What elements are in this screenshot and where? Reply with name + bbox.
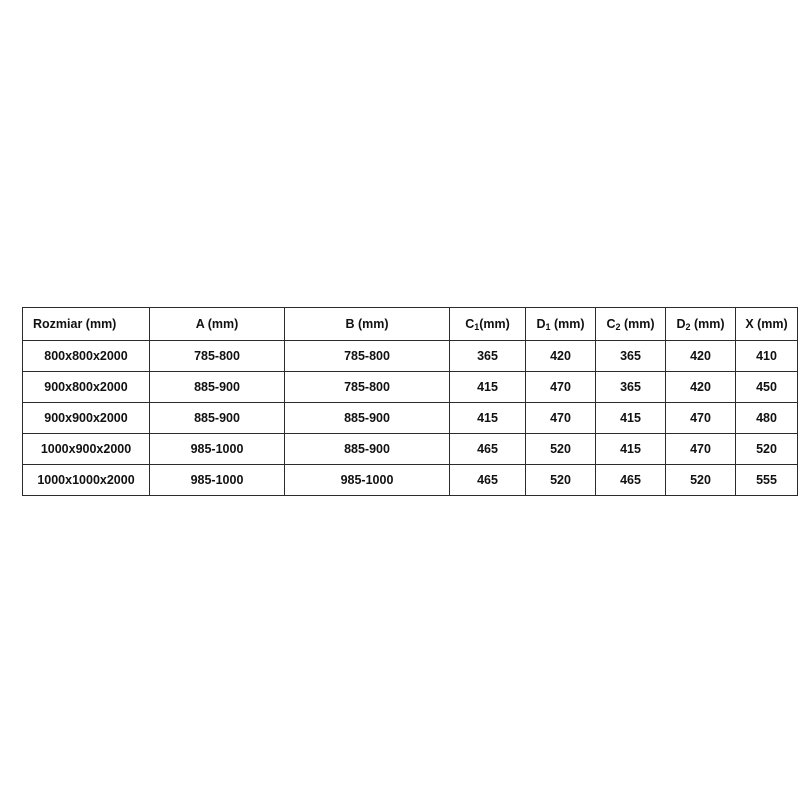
cell-d1: 520 <box>526 434 596 465</box>
cell-d2: 470 <box>666 434 736 465</box>
table-row <box>23 372 798 403</box>
cell-size: 900x800x2000 <box>23 372 150 403</box>
column-header-c1-unit: (mm) <box>479 317 510 331</box>
cell-c2: 415 <box>596 403 666 434</box>
cell-d1: 470 <box>526 372 596 403</box>
column-header-c2-unit: (mm) <box>620 317 655 331</box>
column-header-x: X (mm) <box>736 308 798 341</box>
table-body <box>23 341 798 496</box>
cell-c2: 365 <box>596 372 666 403</box>
column-header-d2-main: D <box>676 317 686 331</box>
table-row <box>23 465 798 496</box>
cell-size: 1000x1000x2000 <box>23 465 150 496</box>
table-row <box>23 403 798 434</box>
cell-x: 480 <box>736 403 798 434</box>
cell-size: 900x900x2000 <box>23 403 150 434</box>
column-header-size: Rozmiar (mm) <box>23 308 150 341</box>
cell-c1: 415 <box>450 403 526 434</box>
cell-b: 985-1000 <box>285 465 450 496</box>
cell-a: 885-900 <box>150 372 285 403</box>
column-header-d2 <box>666 308 736 341</box>
cell-a: 885-900 <box>150 403 285 434</box>
cell-a: 985-1000 <box>150 434 285 465</box>
column-header-d1-unit: (mm) <box>550 317 585 331</box>
cell-x: 520 <box>736 434 798 465</box>
cell-a: 985-1000 <box>150 465 285 496</box>
column-header-d1-main: D <box>536 317 546 331</box>
cell-b: 885-900 <box>285 403 450 434</box>
column-header-d1-subscript: 1 <box>545 322 551 332</box>
specification-table-container <box>22 307 788 496</box>
cell-c1: 465 <box>450 434 526 465</box>
cell-d1: 420 <box>526 341 596 372</box>
column-header-d1 <box>526 308 596 341</box>
column-header-b: B (mm) <box>285 308 450 341</box>
specification-table <box>22 307 798 496</box>
cell-d2: 520 <box>666 465 736 496</box>
column-header-d2-subscript: 2 <box>685 322 691 332</box>
column-header-a: A (mm) <box>150 308 285 341</box>
cell-x: 555 <box>736 465 798 496</box>
column-header-d2-unit: (mm) <box>690 317 725 331</box>
cell-c1: 365 <box>450 341 526 372</box>
cell-c1: 465 <box>450 465 526 496</box>
table-row <box>23 341 798 372</box>
cell-d1: 520 <box>526 465 596 496</box>
cell-d2: 420 <box>666 341 736 372</box>
column-header-c2 <box>596 308 666 341</box>
cell-d1: 470 <box>526 403 596 434</box>
cell-x: 410 <box>736 341 798 372</box>
cell-b: 785-800 <box>285 372 450 403</box>
cell-b: 885-900 <box>285 434 450 465</box>
cell-x: 450 <box>736 372 798 403</box>
cell-a: 785-800 <box>150 341 285 372</box>
table-row <box>23 434 798 465</box>
cell-d2: 420 <box>666 372 736 403</box>
table-header <box>23 308 798 341</box>
table-header-row <box>23 308 798 341</box>
cell-b: 785-800 <box>285 341 450 372</box>
cell-c1: 415 <box>450 372 526 403</box>
cell-c2: 415 <box>596 434 666 465</box>
cell-d2: 470 <box>666 403 736 434</box>
column-header-c2-subscript: 2 <box>615 322 621 332</box>
cell-size: 800x800x2000 <box>23 341 150 372</box>
cell-c2: 465 <box>596 465 666 496</box>
cell-c2: 365 <box>596 341 666 372</box>
column-header-c1-main: C <box>465 317 475 331</box>
cell-size: 1000x900x2000 <box>23 434 150 465</box>
column-header-c2-main: C <box>606 317 616 331</box>
column-header-c1 <box>450 308 526 341</box>
column-header-c1-subscript: 1 <box>474 322 480 332</box>
